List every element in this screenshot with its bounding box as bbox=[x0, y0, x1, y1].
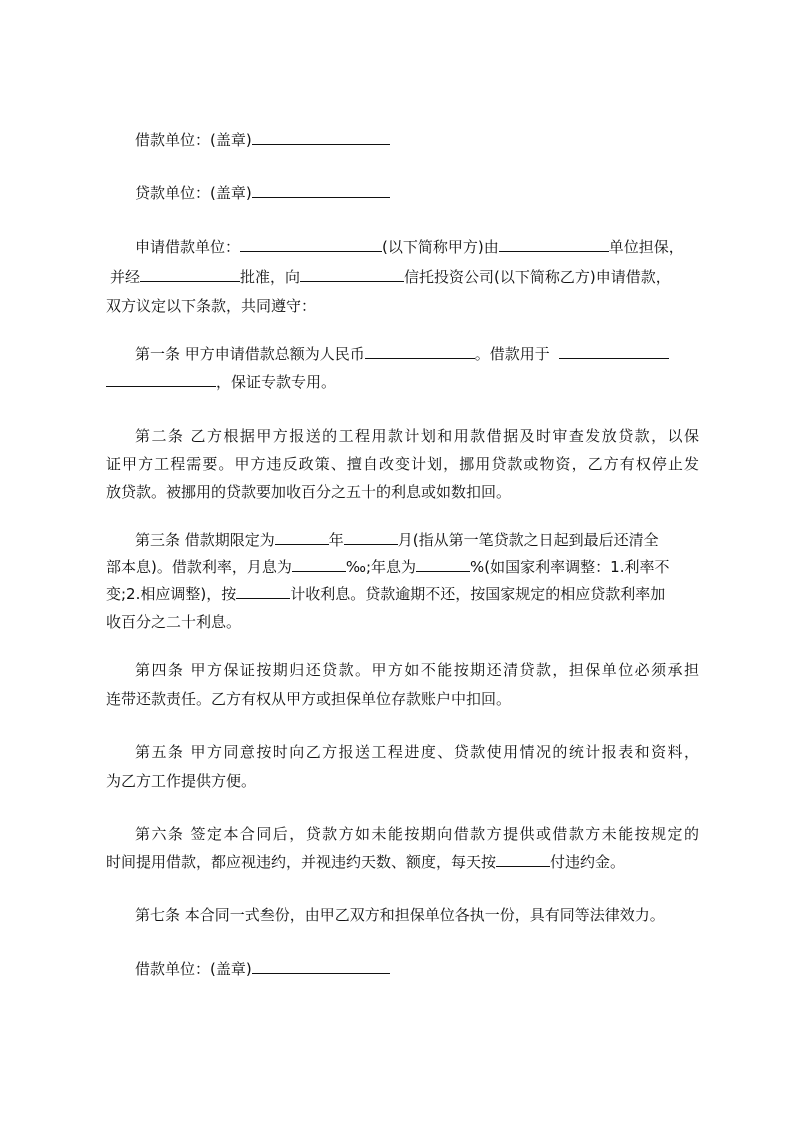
article5-line-2: 为乙方工作提供方便。 bbox=[106, 772, 257, 790]
article3-text: 月(指从第一笔贷款之日起到最后还清全 bbox=[397, 531, 659, 549]
footer-borrower-stamp-line bbox=[135, 959, 728, 979]
lender-stamp-blank bbox=[252, 183, 390, 198]
footer-borrower-stamp-blank bbox=[252, 959, 390, 974]
article1-line-1 bbox=[135, 344, 699, 364]
trust-company-blank bbox=[300, 267, 404, 282]
approval-blank bbox=[140, 267, 240, 282]
article1-text: ，保证专款专用。 bbox=[216, 373, 337, 391]
article1-text: 。借款用于 bbox=[474, 345, 550, 363]
intro-line-1 bbox=[135, 237, 699, 257]
intro-line-3: 双方议定以下条款，共同遵守： bbox=[106, 297, 317, 315]
article7-line-1: 第七条 本合同一式叁份，由甲乙双方和担保单位各执一份，具有同等法律效力。 bbox=[135, 906, 665, 924]
footer-borrower-stamp-label: 借款单位：(盖章) bbox=[135, 960, 252, 978]
article3-text: 部本息)。借款利率，月息为 bbox=[106, 558, 292, 576]
article6-text: 时间提用借款，都应视违约，并视违约天数、额度，每天按 bbox=[106, 853, 497, 871]
article2-line-1: 第二条 乙方根据甲方报送的工程用款计划和用款借据及时审查发放贷款，以保 bbox=[135, 427, 699, 445]
article1-line-2 bbox=[106, 372, 699, 392]
term-months-blank bbox=[344, 530, 398, 545]
lender-stamp-label: 贷款单位：(盖章) bbox=[135, 184, 252, 202]
article3-line-2 bbox=[106, 557, 699, 577]
article3-line-3 bbox=[106, 584, 699, 604]
article2-line-3: 放贷款。被挪用的贷款要加收百分之五十的利息或如数扣回。 bbox=[106, 483, 512, 501]
article3-text: %(如国家利率调整：1.利率不 bbox=[470, 558, 670, 576]
loan-purpose-blank bbox=[559, 344, 669, 359]
article3-text: 年 bbox=[328, 531, 344, 549]
article6-line-2 bbox=[106, 852, 699, 872]
loan-purpose-blank-2 bbox=[106, 372, 216, 387]
intro-text: 信托投资公司(以下简称乙方)申请借款， bbox=[404, 268, 671, 286]
lender-stamp-line bbox=[135, 183, 728, 203]
article3-text: ‰;年息为 bbox=[345, 558, 417, 576]
borrower-stamp-label: 借款单位：(盖章) bbox=[135, 131, 252, 149]
article3-text: 第三条 借款期限定为 bbox=[135, 531, 275, 549]
article6-line-1: 第六条 签定本合同后，贷款方如未能按期向借款方提供或借款方未能按规定的 bbox=[135, 825, 699, 843]
article3-text: 计收利息。贷款逾期不还，按国家规定的相应贷款利率加 bbox=[290, 585, 666, 603]
article1-text: 第一条 甲方申请借款总额为人民币 bbox=[135, 345, 365, 363]
article3-line-1 bbox=[135, 530, 699, 550]
intro-text: (以下简称甲方)由 bbox=[382, 238, 499, 256]
article4-line-2: 连带还款责任。乙方有权从甲方或担保单位存款账户中扣回。 bbox=[106, 690, 512, 708]
term-years-blank bbox=[275, 530, 329, 545]
intro-text: 申请借款单位： bbox=[135, 238, 241, 256]
borrower-name-blank bbox=[240, 237, 382, 252]
penalty-rate-blank bbox=[496, 852, 550, 867]
article3-line-4: 收百分之二十利息。 bbox=[106, 613, 242, 631]
intro-line-2 bbox=[110, 267, 700, 287]
borrower-stamp-line bbox=[135, 130, 728, 150]
article3-text: 变;2.相应调整)，按 bbox=[106, 585, 237, 603]
article5-line-1: 第五条 甲方同意按时向乙方报送工程进度、贷款使用情况的统计报表和资料， bbox=[135, 743, 699, 761]
article2-line-2: 证甲方工程需要。甲方违反政策、擅自改变计划，挪用贷款或物资，乙方有权停止发 bbox=[106, 455, 699, 473]
annual-rate-blank bbox=[416, 557, 470, 572]
loan-amount-blank bbox=[365, 344, 475, 359]
guarantor-blank bbox=[499, 237, 609, 252]
article6-text: 付违约金。 bbox=[550, 853, 626, 871]
monthly-rate-blank bbox=[292, 557, 346, 572]
borrower-stamp-blank bbox=[252, 130, 390, 145]
interest-method-blank bbox=[236, 584, 290, 599]
intro-text: 单位担保， bbox=[608, 238, 684, 256]
intro-text: 批准，向 bbox=[240, 268, 301, 286]
intro-text: 并经 bbox=[110, 268, 141, 286]
article4-line-1: 第四条 甲方保证按期归还贷款。甲方如不能按期还清贷款，担保单位必须承担 bbox=[135, 661, 699, 679]
